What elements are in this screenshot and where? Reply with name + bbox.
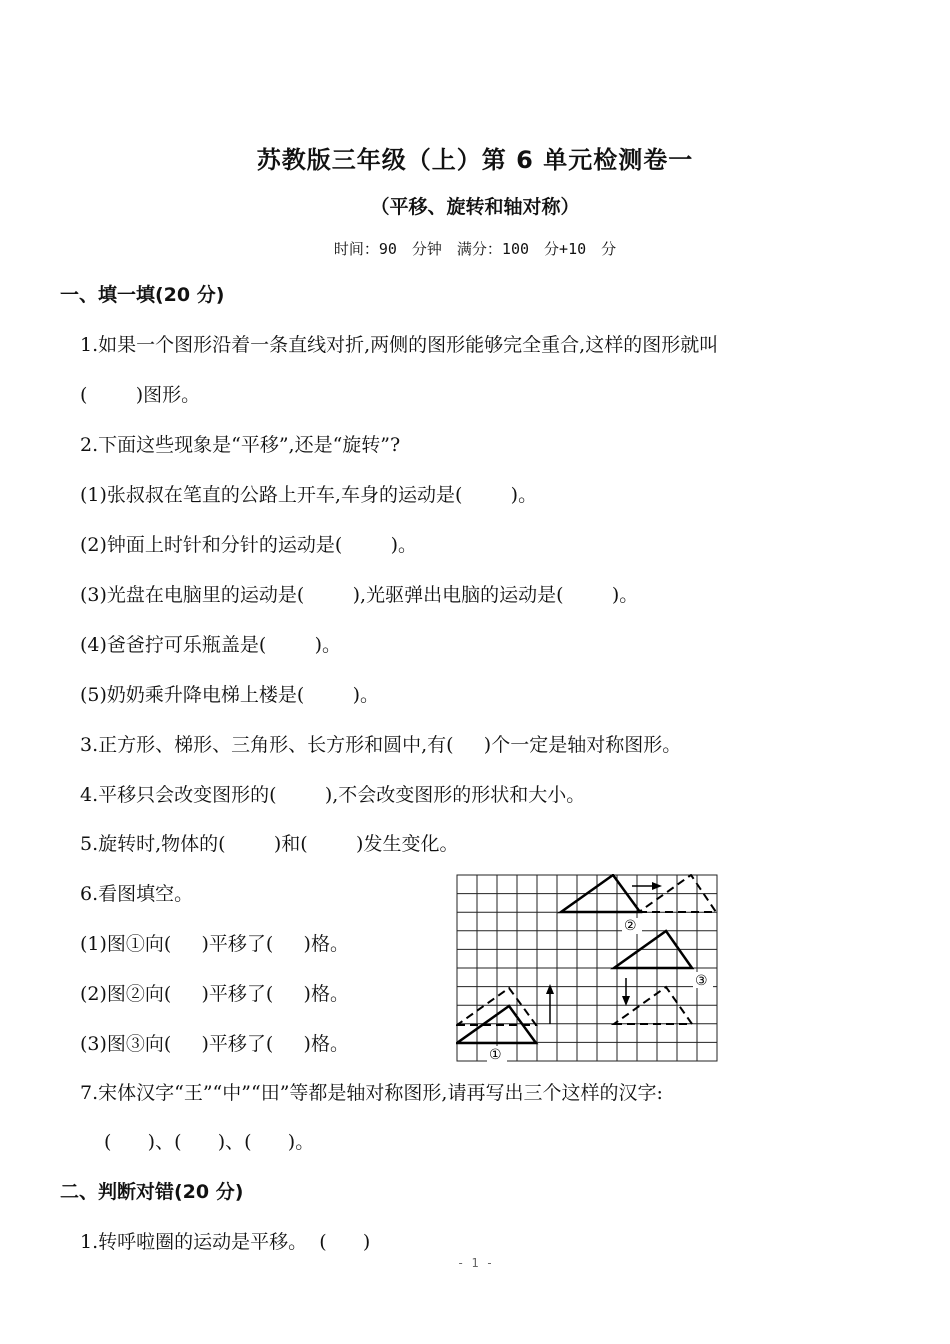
page-subtitle: （平移、旋转和轴对称） <box>370 196 580 218</box>
page-number: - 1 - <box>456 1256 494 1270</box>
question-6-3: (3)图③向( )平移了( )格。 <box>80 1033 349 1055</box>
section-1-heading: 一、填一填(20 分) <box>60 284 225 306</box>
question-7-line-1: 7.宋体汉字“王”“中”“田”等都是轴对称图形,请再写出三个这样的汉字: <box>80 1082 663 1104</box>
question-2-4: (4)爸爸拧可乐瓶盖是( )。 <box>80 634 342 656</box>
question-1-line-2: ( )图形。 <box>80 384 201 406</box>
question-2-3: (3)光盘在电脑里的运动是( ),光驱弹出电脑的运动是( )。 <box>80 584 639 606</box>
section-2-heading: 二、判断对错(20 分) <box>60 1181 244 1203</box>
page-title: 苏教版三年级（上）第 6 单元检测卷一 <box>256 146 694 174</box>
figure-label-3: ③ <box>695 973 708 989</box>
question-2: 2.下面这些现象是“平移”,还是“旋转”? <box>80 434 401 456</box>
question-2-2: (2)钟面上时针和分针的运动是( )。 <box>80 534 418 556</box>
translation-grid-figure <box>456 874 720 1064</box>
question-6-1: (1)图①向( )平移了( )格。 <box>80 933 349 955</box>
figure-label-2: ② <box>624 918 637 934</box>
up-arrow-head <box>546 984 554 994</box>
down-arrow-head <box>622 996 630 1006</box>
exam-meta: 时间：90 分钟 满分：100 分+10 分 <box>333 240 617 258</box>
question-2-5: (5)奶奶乘升降电梯上楼是( )。 <box>80 684 380 706</box>
question-5: 5.旋转时,物体的( )和( )发生变化。 <box>80 833 459 855</box>
question-6-2: (2)图②向( )平移了( )格。 <box>80 983 349 1005</box>
question-1-line-1: 1.如果一个图形沿着一条直线对折,两侧的图形能够完全重合,这样的图形就叫 <box>80 334 719 356</box>
figure-label-1: ① <box>489 1047 502 1063</box>
judge-question-1: 1.转呼啦圈的运动是平移。 ( ) <box>80 1231 371 1253</box>
question-3: 3.正方形、梯形、三角形、长方形和圆中,有( )个一定是轴对称图形。 <box>80 734 682 756</box>
question-6: 6.看图填空。 <box>80 883 194 905</box>
question-4: 4.平移只会改变图形的( ),不会改变图形的形状和大小。 <box>80 784 586 806</box>
question-7-line-2: ( )、( )、( )。 <box>104 1131 315 1153</box>
question-2-1: (1)张叔叔在笔直的公路上开车,车身的运动是( )。 <box>80 484 538 506</box>
